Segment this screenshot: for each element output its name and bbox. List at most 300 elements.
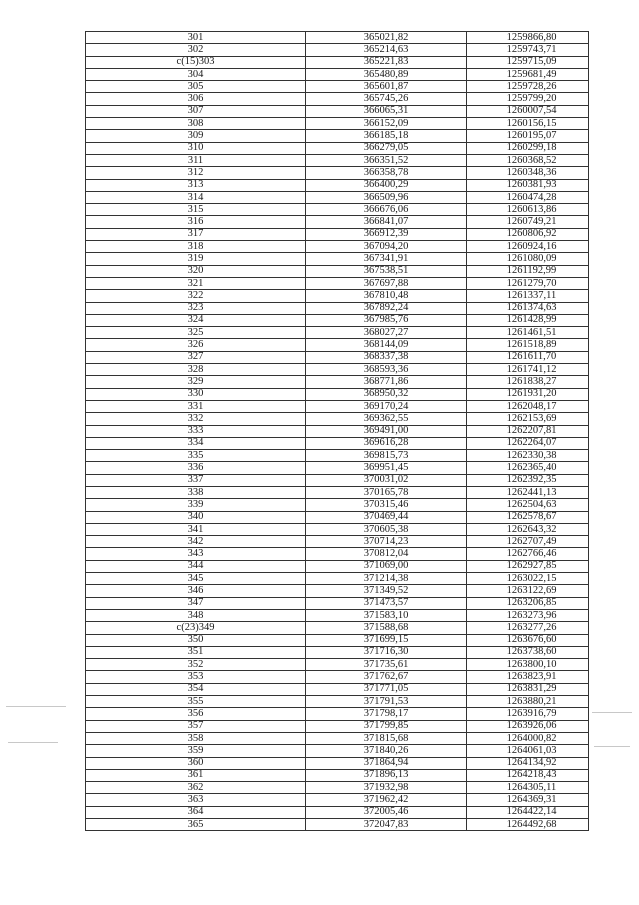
x-coordinate-cell: 369362,55 xyxy=(306,413,467,425)
y-coordinate-cell xyxy=(467,486,589,498)
y-coordinate-cell xyxy=(467,191,589,203)
x-coordinate-cell: 370315,46 xyxy=(306,499,467,511)
y-coordinate-cell xyxy=(467,819,589,831)
x-coordinate-cell: 366351,52 xyxy=(306,154,467,166)
x-coordinate-cell: 365221,83 xyxy=(306,56,467,68)
table-row xyxy=(86,216,589,228)
y-coordinate-cell xyxy=(467,327,589,339)
x-coordinate-cell: 371840,26 xyxy=(306,745,467,757)
table-row xyxy=(86,191,589,203)
y-coordinate-value: 1262441,13 xyxy=(506,486,557,498)
point-number-cell: 316 xyxy=(86,216,306,228)
table-row xyxy=(86,400,589,412)
y-coordinate-cell xyxy=(467,228,589,240)
y-coordinate-cell xyxy=(467,560,589,572)
table-row xyxy=(86,683,589,695)
x-coordinate-cell: 371798,17 xyxy=(306,708,467,720)
y-coordinate-value: 1261611,70 xyxy=(506,351,557,363)
x-coordinate-cell: 365214,63 xyxy=(306,44,467,56)
x-coordinate-cell: 370469,44 xyxy=(306,511,467,523)
y-coordinate-cell xyxy=(467,241,589,253)
table-row xyxy=(86,204,589,216)
table-row xyxy=(86,450,589,462)
table-row xyxy=(86,290,589,302)
y-coordinate-value: 1260368,52 xyxy=(506,154,557,166)
point-number-cell: 359 xyxy=(86,745,306,757)
y-coordinate-cell xyxy=(467,499,589,511)
point-number-cell: 304 xyxy=(86,68,306,80)
point-number-cell: 363 xyxy=(86,794,306,806)
y-coordinate-cell xyxy=(467,794,589,806)
point-number-cell: 333 xyxy=(86,425,306,437)
x-coordinate-cell: 368144,09 xyxy=(306,339,467,351)
y-coordinate-value: 1263206,85 xyxy=(506,597,557,609)
point-number-cell: 337 xyxy=(86,474,306,486)
y-coordinate-cell xyxy=(467,450,589,462)
table-row xyxy=(86,523,589,535)
table-row xyxy=(86,56,589,68)
y-coordinate-cell xyxy=(467,425,589,437)
table-row xyxy=(86,646,589,658)
y-coordinate-value: 1263926,06 xyxy=(506,720,557,732)
point-number-cell: 334 xyxy=(86,437,306,449)
y-coordinate-value: 1264061,03 xyxy=(506,744,557,756)
y-coordinate-value: 1262048,17 xyxy=(506,400,557,412)
y-coordinate-value: 1264218,43 xyxy=(506,769,557,781)
y-coordinate-cell xyxy=(467,351,589,363)
y-coordinate-cell xyxy=(467,388,589,400)
table-row xyxy=(86,413,589,425)
y-coordinate-cell xyxy=(467,437,589,449)
table-row xyxy=(86,745,589,757)
point-number-cell: 358 xyxy=(86,732,306,744)
point-number-cell: 340 xyxy=(86,511,306,523)
table-row xyxy=(86,277,589,289)
table-row xyxy=(86,671,589,683)
y-coordinate-value: 1261337,11 xyxy=(506,289,557,301)
x-coordinate-cell: 371349,52 xyxy=(306,585,467,597)
table-row xyxy=(86,782,589,794)
x-coordinate-cell: 369815,73 xyxy=(306,450,467,462)
coordinates-table-body xyxy=(86,32,589,831)
point-number-cell: 302 xyxy=(86,44,306,56)
table-row xyxy=(86,81,589,93)
x-coordinate-cell: 368027,27 xyxy=(306,327,467,339)
table-row xyxy=(86,142,589,154)
point-number-cell: 346 xyxy=(86,585,306,597)
table-row xyxy=(86,560,589,572)
table-row xyxy=(86,93,589,105)
x-coordinate-cell: 371473,57 xyxy=(306,597,467,609)
y-coordinate-cell xyxy=(467,474,589,486)
point-number-cell: 319 xyxy=(86,253,306,265)
coordinates-table xyxy=(85,31,589,831)
y-coordinate-cell xyxy=(467,462,589,474)
y-coordinate-cell xyxy=(467,290,589,302)
y-coordinate-cell xyxy=(467,179,589,191)
table-row xyxy=(86,622,589,634)
table-row xyxy=(86,769,589,781)
table-row xyxy=(86,388,589,400)
y-coordinate-value: 1259743,71 xyxy=(506,43,557,55)
point-number-cell: 361 xyxy=(86,769,306,781)
table-row xyxy=(86,44,589,56)
y-coordinate-cell xyxy=(467,413,589,425)
y-coordinate-value: 1261741,12 xyxy=(506,363,557,375)
y-coordinate-value: 1264134,92 xyxy=(506,757,557,769)
point-number-cell: 339 xyxy=(86,499,306,511)
y-coordinate-cell xyxy=(467,573,589,585)
x-coordinate-cell: 367538,51 xyxy=(306,265,467,277)
table-row xyxy=(86,794,589,806)
y-coordinate-value: 1263823,91 xyxy=(506,671,557,683)
point-number-cell: с(23)349 xyxy=(86,622,306,634)
point-number-cell: 341 xyxy=(86,523,306,535)
y-coordinate-value: 1261374,63 xyxy=(506,302,557,314)
y-coordinate-value: 1263676,60 xyxy=(506,634,557,646)
y-coordinate-cell xyxy=(467,68,589,80)
point-number-cell: 348 xyxy=(86,609,306,621)
y-coordinate-value: 1262264,07 xyxy=(506,437,557,449)
y-coordinate-cell xyxy=(467,302,589,314)
x-coordinate-cell: 365480,89 xyxy=(306,68,467,80)
y-coordinate-value: 1262207,81 xyxy=(506,425,557,437)
y-coordinate-value: 1264369,31 xyxy=(506,794,557,806)
y-coordinate-cell xyxy=(467,806,589,818)
x-coordinate-cell: 371932,98 xyxy=(306,782,467,794)
y-coordinate-value: 1263022,15 xyxy=(506,572,557,584)
point-number-cell: 301 xyxy=(86,32,306,44)
x-coordinate-cell: 368337,38 xyxy=(306,351,467,363)
point-number-cell: 357 xyxy=(86,720,306,732)
y-coordinate-cell xyxy=(467,154,589,166)
table-row xyxy=(86,573,589,585)
table-row xyxy=(86,659,589,671)
y-coordinate-value: 1263277,26 xyxy=(506,621,557,633)
table-row xyxy=(86,105,589,117)
x-coordinate-cell: 365745,26 xyxy=(306,93,467,105)
table-row xyxy=(86,32,589,44)
y-coordinate-value: 1260613,86 xyxy=(506,203,557,215)
point-number-cell: 305 xyxy=(86,81,306,93)
x-coordinate-cell: 366841,07 xyxy=(306,216,467,228)
table-row xyxy=(86,609,589,621)
y-coordinate-value: 1262153,69 xyxy=(506,412,557,424)
y-coordinate-cell xyxy=(467,314,589,326)
point-number-cell: 342 xyxy=(86,536,306,548)
point-number-cell: 330 xyxy=(86,388,306,400)
y-coordinate-value: 1259799,20 xyxy=(506,93,557,105)
point-number-cell: 326 xyxy=(86,339,306,351)
y-coordinate-value: 1262707,49 xyxy=(506,535,557,547)
y-coordinate-value: 1263738,60 xyxy=(506,646,557,658)
point-number-cell: 311 xyxy=(86,154,306,166)
point-number-cell: 318 xyxy=(86,241,306,253)
table-row xyxy=(86,154,589,166)
y-coordinate-cell xyxy=(467,130,589,142)
point-number-cell: с(15)303 xyxy=(86,56,306,68)
x-coordinate-cell: 371699,15 xyxy=(306,634,467,646)
y-coordinate-value: 1262927,85 xyxy=(506,560,557,572)
x-coordinate-cell: 366358,78 xyxy=(306,167,467,179)
x-coordinate-cell: 367341,91 xyxy=(306,253,467,265)
x-coordinate-cell: 371962,42 xyxy=(306,794,467,806)
table-row xyxy=(86,696,589,708)
table-row xyxy=(86,474,589,486)
y-coordinate-value: 1260924,16 xyxy=(506,240,557,252)
point-number-cell: 327 xyxy=(86,351,306,363)
y-coordinate-cell xyxy=(467,93,589,105)
y-coordinate-cell xyxy=(467,118,589,130)
point-number-cell: 345 xyxy=(86,573,306,585)
y-coordinate-value: 1260007,54 xyxy=(506,105,557,117)
table-row xyxy=(86,314,589,326)
y-coordinate-cell xyxy=(467,167,589,179)
point-number-cell: 310 xyxy=(86,142,306,154)
y-coordinate-value: 1262578,67 xyxy=(506,511,557,523)
y-coordinate-value: 1264305,11 xyxy=(506,781,557,793)
x-coordinate-cell: 369616,28 xyxy=(306,437,467,449)
y-coordinate-value: 1262392,35 xyxy=(506,474,557,486)
scan-artifact-right-2 xyxy=(594,746,630,747)
y-coordinate-value: 1260195,07 xyxy=(506,130,557,142)
y-coordinate-cell xyxy=(467,32,589,44)
y-coordinate-cell xyxy=(467,105,589,117)
y-coordinate-value: 1260381,93 xyxy=(506,179,557,191)
table-row xyxy=(86,425,589,437)
x-coordinate-cell: 366185,18 xyxy=(306,130,467,142)
table-row xyxy=(86,167,589,179)
y-coordinate-value: 1261518,89 xyxy=(506,339,557,351)
table-row xyxy=(86,511,589,523)
y-coordinate-cell xyxy=(467,782,589,794)
y-coordinate-value: 1260474,28 xyxy=(506,191,557,203)
point-number-cell: 331 xyxy=(86,400,306,412)
y-coordinate-cell xyxy=(467,523,589,535)
y-coordinate-value: 1261838,27 xyxy=(506,375,557,387)
x-coordinate-cell: 371799,85 xyxy=(306,720,467,732)
y-coordinate-value: 1263916,79 xyxy=(506,707,557,719)
y-coordinate-value: 1260156,15 xyxy=(506,117,557,129)
point-number-cell: 315 xyxy=(86,204,306,216)
x-coordinate-cell: 371583,10 xyxy=(306,609,467,621)
point-number-cell: 351 xyxy=(86,646,306,658)
y-coordinate-cell xyxy=(467,204,589,216)
y-coordinate-value: 1262643,32 xyxy=(506,523,557,535)
y-coordinate-value: 1261279,70 xyxy=(506,277,557,289)
table-row xyxy=(86,253,589,265)
x-coordinate-cell: 370031,02 xyxy=(306,474,467,486)
y-coordinate-cell xyxy=(467,585,589,597)
table-row xyxy=(86,536,589,548)
point-number-cell: 364 xyxy=(86,806,306,818)
table-row xyxy=(86,376,589,388)
x-coordinate-cell: 371735,61 xyxy=(306,659,467,671)
point-number-cell: 312 xyxy=(86,167,306,179)
scan-artifact-right xyxy=(592,712,632,713)
table-row xyxy=(86,732,589,744)
point-number-cell: 353 xyxy=(86,671,306,683)
x-coordinate-cell: 367697,88 xyxy=(306,277,467,289)
y-coordinate-cell xyxy=(467,376,589,388)
x-coordinate-cell: 371864,94 xyxy=(306,757,467,769)
x-coordinate-cell: 371815,68 xyxy=(306,732,467,744)
y-coordinate-value: 1264000,82 xyxy=(506,732,557,744)
y-coordinate-value: 1262504,63 xyxy=(506,498,557,510)
y-coordinate-cell xyxy=(467,142,589,154)
table-row xyxy=(86,499,589,511)
x-coordinate-cell: 366279,05 xyxy=(306,142,467,154)
y-coordinate-cell xyxy=(467,609,589,621)
table-row xyxy=(86,228,589,240)
table-row xyxy=(86,302,589,314)
y-coordinate-cell xyxy=(467,683,589,695)
table-row xyxy=(86,364,589,376)
y-coordinate-value: 1263880,21 xyxy=(506,695,557,707)
x-coordinate-cell: 371771,05 xyxy=(306,683,467,695)
table-row xyxy=(86,462,589,474)
table-row xyxy=(86,634,589,646)
x-coordinate-cell: 365021,82 xyxy=(306,32,467,44)
point-number-cell: 352 xyxy=(86,659,306,671)
table-row xyxy=(86,585,589,597)
point-number-cell: 308 xyxy=(86,118,306,130)
y-coordinate-cell xyxy=(467,81,589,93)
point-number-cell: 317 xyxy=(86,228,306,240)
table-row xyxy=(86,757,589,769)
y-coordinate-value: 1261080,09 xyxy=(506,252,557,264)
table-row xyxy=(86,339,589,351)
point-number-cell: 324 xyxy=(86,314,306,326)
y-coordinate-value: 1260806,92 xyxy=(506,228,557,240)
y-coordinate-value: 1261192,99 xyxy=(506,265,557,277)
y-coordinate-cell xyxy=(467,44,589,56)
point-number-cell: 307 xyxy=(86,105,306,117)
x-coordinate-cell: 371762,67 xyxy=(306,671,467,683)
point-number-cell: 338 xyxy=(86,486,306,498)
y-coordinate-cell xyxy=(467,253,589,265)
point-number-cell: 306 xyxy=(86,93,306,105)
y-coordinate-value: 1263831,29 xyxy=(506,683,557,695)
x-coordinate-cell: 371214,38 xyxy=(306,573,467,585)
point-number-cell: 354 xyxy=(86,683,306,695)
y-coordinate-value: 1260299,18 xyxy=(506,142,557,154)
point-number-cell: 309 xyxy=(86,130,306,142)
y-coordinate-value: 1262766,46 xyxy=(506,548,557,560)
x-coordinate-cell: 372047,83 xyxy=(306,819,467,831)
table-row xyxy=(86,597,589,609)
y-coordinate-cell xyxy=(467,708,589,720)
y-coordinate-cell xyxy=(467,720,589,732)
y-coordinate-value: 1260749,21 xyxy=(506,216,557,228)
x-coordinate-cell: 370714,23 xyxy=(306,536,467,548)
scan-artifact-left-2 xyxy=(8,742,58,743)
y-coordinate-value: 1261428,99 xyxy=(506,314,557,326)
x-coordinate-cell: 372005,46 xyxy=(306,806,467,818)
y-coordinate-cell xyxy=(467,745,589,757)
y-coordinate-value: 1260348,36 xyxy=(506,166,557,178)
y-coordinate-value: 1259715,09 xyxy=(506,56,557,68)
x-coordinate-cell: 367985,76 xyxy=(306,314,467,326)
y-coordinate-cell xyxy=(467,364,589,376)
table-row xyxy=(86,130,589,142)
y-coordinate-value: 1263122,69 xyxy=(506,585,557,596)
x-coordinate-cell: 367810,48 xyxy=(306,290,467,302)
x-coordinate-cell: 369951,45 xyxy=(306,462,467,474)
point-number-cell: 325 xyxy=(86,327,306,339)
point-number-cell: 322 xyxy=(86,290,306,302)
point-number-cell: 321 xyxy=(86,277,306,289)
y-coordinate-value: 1261461,51 xyxy=(506,326,557,338)
x-coordinate-cell: 369170,24 xyxy=(306,400,467,412)
y-coordinate-value: 1261931,20 xyxy=(506,388,557,400)
table-row xyxy=(86,179,589,191)
x-coordinate-cell: 370812,04 xyxy=(306,548,467,560)
scan-artifact-left xyxy=(6,706,66,707)
x-coordinate-cell: 369491,00 xyxy=(306,425,467,437)
table-row xyxy=(86,819,589,831)
x-coordinate-cell: 370605,38 xyxy=(306,523,467,535)
y-coordinate-value: 1262365,40 xyxy=(506,462,557,474)
table-row xyxy=(86,548,589,560)
y-coordinate-value: 1259728,26 xyxy=(506,80,557,92)
y-coordinate-cell xyxy=(467,277,589,289)
table-row xyxy=(86,351,589,363)
point-number-cell: 314 xyxy=(86,191,306,203)
point-number-cell: 336 xyxy=(86,462,306,474)
x-coordinate-cell: 371716,30 xyxy=(306,646,467,658)
y-coordinate-cell xyxy=(467,400,589,412)
y-coordinate-cell xyxy=(467,634,589,646)
y-coordinate-cell xyxy=(467,757,589,769)
table-row xyxy=(86,437,589,449)
x-coordinate-cell: 370165,78 xyxy=(306,486,467,498)
y-coordinate-cell xyxy=(467,769,589,781)
point-number-cell: 344 xyxy=(86,560,306,572)
point-number-cell: 365 xyxy=(86,819,306,831)
point-number-cell: 356 xyxy=(86,708,306,720)
point-number-cell: 328 xyxy=(86,364,306,376)
y-coordinate-value: 1264492,68 xyxy=(506,818,557,830)
point-number-cell: 343 xyxy=(86,548,306,560)
point-number-cell: 320 xyxy=(86,265,306,277)
x-coordinate-cell: 367094,20 xyxy=(306,241,467,253)
y-coordinate-cell xyxy=(467,696,589,708)
x-coordinate-cell: 371896,13 xyxy=(306,769,467,781)
table-row xyxy=(86,68,589,80)
y-coordinate-cell xyxy=(467,732,589,744)
y-coordinate-cell xyxy=(467,265,589,277)
y-coordinate-cell xyxy=(467,659,589,671)
y-coordinate-value: 1262330,38 xyxy=(506,449,557,461)
point-number-cell: 335 xyxy=(86,450,306,462)
table-row xyxy=(86,486,589,498)
table-row xyxy=(86,118,589,130)
x-coordinate-cell: 366676,06 xyxy=(306,204,467,216)
x-coordinate-cell: 366400,29 xyxy=(306,179,467,191)
y-coordinate-cell xyxy=(467,511,589,523)
x-coordinate-cell: 367892,24 xyxy=(306,302,467,314)
y-coordinate-value: 1263273,96 xyxy=(506,609,557,621)
x-coordinate-cell: 368593,36 xyxy=(306,364,467,376)
y-coordinate-cell xyxy=(467,671,589,683)
y-coordinate-value: 1259866,80 xyxy=(506,31,557,43)
y-coordinate-cell xyxy=(467,646,589,658)
point-number-cell: 332 xyxy=(86,413,306,425)
y-coordinate-cell xyxy=(467,597,589,609)
x-coordinate-cell: 371069,00 xyxy=(306,560,467,572)
y-coordinate-cell xyxy=(467,536,589,548)
